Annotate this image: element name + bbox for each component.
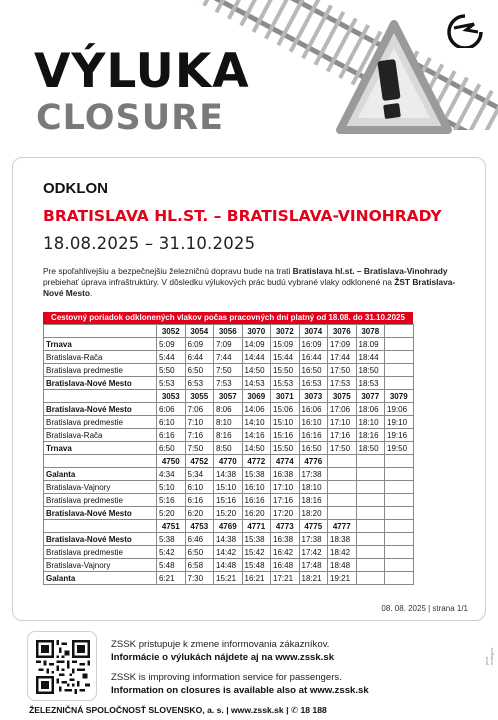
time-cell	[385, 468, 414, 481]
time-cell: 8:50	[214, 442, 243, 455]
zssk-logo-icon	[444, 12, 486, 48]
table-row	[44, 416, 414, 429]
train-number-cell: 3052	[157, 325, 186, 338]
time-cell: 17:48	[299, 559, 328, 572]
time-cell	[385, 364, 414, 377]
header	[0, 0, 498, 160]
time-cell: 16:06	[299, 403, 328, 416]
time-cell: 5:42	[157, 546, 186, 559]
time-cell: 17:21	[271, 572, 300, 585]
time-cell: 16:38	[271, 533, 300, 546]
station-cell: Galanta	[44, 572, 157, 585]
time-cell: 14:09	[242, 338, 271, 351]
time-cell: 7:09	[214, 338, 243, 351]
train-number-cell: 3077	[356, 390, 385, 403]
train-number-row	[44, 390, 414, 403]
notice-type-label: ODKLON	[43, 180, 108, 197]
time-cell	[356, 572, 385, 585]
time-cell: 18:53	[356, 377, 385, 390]
station-cell: Bratislava-Rača	[44, 429, 157, 442]
time-cell: 17:38	[299, 468, 328, 481]
time-cell: 14:38	[214, 468, 243, 481]
time-cell: 19:16	[385, 429, 414, 442]
time-cell	[385, 559, 414, 572]
train-number-cell: 4774	[271, 455, 300, 468]
time-cell	[385, 533, 414, 546]
table-row	[44, 351, 414, 364]
table-row	[44, 468, 414, 481]
time-cell	[385, 377, 414, 390]
info-english-line-2-wrap	[111, 685, 369, 697]
time-cell	[356, 481, 385, 494]
train-number-cell: 4773	[271, 520, 300, 533]
table-row	[44, 559, 414, 572]
time-cell: 15:38	[242, 533, 271, 546]
table-row	[44, 546, 414, 559]
time-cell	[385, 481, 414, 494]
train-number-cell: 3055	[185, 390, 214, 403]
time-cell: 16:10	[299, 416, 328, 429]
time-cell: 6:46	[185, 533, 214, 546]
time-cell: 18.09	[356, 338, 385, 351]
train-number-cell	[385, 520, 414, 533]
station-cell: Trnava	[44, 442, 157, 455]
table-row	[44, 481, 414, 494]
train-number-cell: 3056	[214, 325, 243, 338]
time-cell	[356, 533, 385, 546]
validity-dates: 18.08.2025 – 31.10.2025	[43, 234, 256, 253]
time-cell	[385, 546, 414, 559]
time-cell: 15:42	[242, 546, 271, 559]
time-cell: 16:16	[299, 429, 328, 442]
station-cell: Galanta	[44, 468, 157, 481]
timetable-title: Cestovný poriadok odklonených vlakov počas pracovných dní platný od 18.08. do 31.10.2025	[43, 312, 413, 324]
table-row	[44, 572, 414, 585]
train-number-cell: 4750	[157, 455, 186, 468]
time-cell: 15:10	[214, 481, 243, 494]
time-cell: 6:10	[185, 481, 214, 494]
time-cell: 15:21	[214, 572, 243, 585]
time-cell: 5:44	[157, 351, 186, 364]
company-line: ŽELEZNIČNÁ SPOLOČNOSŤ SLOVENSKO, a. s. | www.zssk.sk | ✆ 18 188	[29, 705, 327, 715]
time-cell: 18:16	[356, 429, 385, 442]
time-cell: 14:48	[214, 559, 243, 572]
intro-text-3: .	[90, 288, 93, 298]
intro-route: Bratislava hl.st. – Bratislava-Vinohrady	[292, 266, 448, 276]
train-number-row	[44, 325, 414, 338]
info-english-line-2[interactable]: Information on closures is available also at www.zssk.sk	[111, 685, 369, 696]
train-number-cell: 3053	[157, 390, 186, 403]
time-cell: 15:09	[271, 338, 300, 351]
time-cell	[385, 507, 414, 520]
time-cell: 16:50	[299, 442, 328, 455]
train-number-cell: 4770	[214, 455, 243, 468]
print-note: print: ondrejpzz	[484, 647, 494, 665]
time-cell: 5:16	[157, 494, 186, 507]
time-cell	[356, 559, 385, 572]
time-cell: 7:44	[214, 351, 243, 364]
time-cell	[385, 351, 414, 364]
station-cell	[44, 455, 157, 468]
time-cell	[328, 468, 357, 481]
time-cell: 17:16	[271, 494, 300, 507]
time-cell: 8:06	[214, 403, 243, 416]
intro-station: ŽST Bratislava-Nové Mesto	[43, 277, 456, 298]
time-cell: 5:34	[185, 468, 214, 481]
time-cell: 16:53	[299, 377, 328, 390]
station-cell: Bratislava-Nové Mesto	[44, 377, 157, 390]
train-number-cell: 3074	[299, 325, 328, 338]
station-cell: Trnava	[44, 338, 157, 351]
title-english: CLOSURE	[36, 98, 224, 138]
time-cell: 6:50	[185, 364, 214, 377]
train-number-cell: 3069	[242, 390, 271, 403]
info-slovak-line-1: ZSSK pristupuje k zmene informovania zákazníkov.	[111, 639, 330, 650]
station-cell: Bratislava predmestie	[44, 416, 157, 429]
time-cell: 15:20	[214, 507, 243, 520]
time-cell: 14:42	[214, 546, 243, 559]
time-cell: 6:06	[157, 403, 186, 416]
table-row	[44, 507, 414, 520]
train-number-cell: 3071	[271, 390, 300, 403]
time-cell: 6:50	[185, 546, 214, 559]
train-number-cell: 4776	[299, 455, 328, 468]
train-number-cell: 4752	[185, 455, 214, 468]
time-cell: 17:38	[299, 533, 328, 546]
time-cell: 18:48	[328, 559, 357, 572]
time-cell: 8:16	[214, 429, 243, 442]
time-cell: 6:16	[157, 429, 186, 442]
time-cell: 18:38	[328, 533, 357, 546]
time-cell	[385, 494, 414, 507]
time-cell: 18:50	[356, 442, 385, 455]
train-number-row	[44, 455, 414, 468]
time-cell: 17:53	[328, 377, 357, 390]
time-cell: 19:21	[328, 572, 357, 585]
time-cell: 17:06	[328, 403, 357, 416]
train-number-cell: 3075	[328, 390, 357, 403]
issue-date: 08. 08. 2025 | strana 1/1	[381, 604, 468, 613]
station-cell: Bratislava-Vajnory	[44, 559, 157, 572]
station-cell: Bratislava predmestie	[44, 494, 157, 507]
time-cell	[356, 468, 385, 481]
station-cell	[44, 520, 157, 533]
time-cell: 7:50	[214, 364, 243, 377]
warning-triangle-exclamation-icon	[336, 20, 452, 144]
time-cell: 18:20	[299, 507, 328, 520]
time-cell: 15:44	[271, 351, 300, 364]
time-cell: 19:10	[385, 416, 414, 429]
time-cell: 5:10	[157, 481, 186, 494]
train-number-cell	[356, 520, 385, 533]
station-cell	[44, 390, 157, 403]
time-cell: 5:38	[157, 533, 186, 546]
train-number-cell: 3076	[328, 325, 357, 338]
station-cell: Bratislava-Nové Mesto	[44, 507, 157, 520]
train-number-cell: 3079	[385, 390, 414, 403]
time-cell: 15:53	[271, 377, 300, 390]
station-cell	[44, 325, 157, 338]
time-cell: 15:48	[242, 559, 271, 572]
time-cell: 18:16	[299, 494, 328, 507]
time-cell: 6:50	[157, 442, 186, 455]
time-cell: 16:42	[271, 546, 300, 559]
table-row	[44, 403, 414, 416]
train-number-cell: 4772	[242, 455, 271, 468]
time-cell: 17:09	[328, 338, 357, 351]
time-cell: 19:50	[385, 442, 414, 455]
time-cell: 16:20	[242, 507, 271, 520]
time-cell: 14:50	[242, 364, 271, 377]
train-number-cell	[385, 325, 414, 338]
table-row	[44, 442, 414, 455]
station-cell: Bratislava-Rača	[44, 351, 157, 364]
time-cell: 6:21	[157, 572, 186, 585]
time-cell: 6:44	[185, 351, 214, 364]
route-title: BRATISLAVA HL.ST. – BRATISLAVA-VINOHRADY	[43, 207, 442, 225]
time-cell: 6:20	[185, 507, 214, 520]
train-number-cell: 4771	[242, 520, 271, 533]
train-number-row	[44, 520, 414, 533]
train-number-cell: 4769	[214, 520, 243, 533]
time-cell: 16:16	[242, 494, 271, 507]
time-cell: 18:10	[356, 416, 385, 429]
time-cell: 7:30	[185, 572, 214, 585]
table-row	[44, 429, 414, 442]
time-cell: 16:50	[299, 364, 328, 377]
time-cell: 14:10	[242, 416, 271, 429]
station-cell: Bratislava-Vajnory	[44, 481, 157, 494]
table-row	[44, 533, 414, 546]
station-cell: Bratislava-Nové Mesto	[44, 533, 157, 546]
time-cell: 17:10	[271, 481, 300, 494]
time-cell: 14:53	[242, 377, 271, 390]
time-cell: 16:38	[271, 468, 300, 481]
train-number-cell: 4775	[299, 520, 328, 533]
train-number-cell: 3070	[242, 325, 271, 338]
time-cell: 5:09	[157, 338, 186, 351]
time-cell: 15:16	[214, 494, 243, 507]
time-cell: 5:20	[157, 507, 186, 520]
time-cell: 17:44	[328, 351, 357, 364]
time-cell: 7:10	[185, 416, 214, 429]
train-number-cell: 4751	[157, 520, 186, 533]
time-cell	[356, 546, 385, 559]
time-cell: 7:50	[185, 442, 214, 455]
time-cell	[328, 507, 357, 520]
table-row	[44, 338, 414, 351]
train-number-cell: 4753	[185, 520, 214, 533]
time-cell: 18:50	[356, 364, 385, 377]
time-cell: 14:50	[242, 442, 271, 455]
qr-code-icon[interactable]	[27, 631, 97, 701]
time-cell: 18:10	[299, 481, 328, 494]
time-cell: 7:16	[185, 429, 214, 442]
timetable	[43, 324, 414, 585]
qr-code-graphic	[36, 640, 90, 694]
intro-text-2: prebiehať úprava infraštruktúry. V dôsledku výlukových prác budú vybrané vlaky odklonené na	[43, 277, 395, 287]
time-cell	[385, 572, 414, 585]
time-cell: 16:48	[271, 559, 300, 572]
time-cell: 17:50	[328, 442, 357, 455]
time-cell: 6:16	[185, 494, 214, 507]
info-english-line-1: ZSSK is improving information service for passengers.	[111, 672, 342, 683]
time-cell: 8:10	[214, 416, 243, 429]
time-cell: 5:53	[157, 377, 186, 390]
time-cell: 18:21	[299, 572, 328, 585]
train-number-cell: 3057	[214, 390, 243, 403]
table-row	[44, 364, 414, 377]
time-cell: 15:10	[271, 416, 300, 429]
intro-paragraph	[43, 266, 463, 299]
time-cell: 17:50	[328, 364, 357, 377]
train-number-cell	[356, 455, 385, 468]
time-cell: 6:53	[185, 377, 214, 390]
time-cell: 17:20	[271, 507, 300, 520]
time-cell: 14:16	[242, 429, 271, 442]
time-cell	[356, 494, 385, 507]
time-cell: 6:10	[157, 416, 186, 429]
train-number-cell	[385, 455, 414, 468]
time-cell: 17:16	[328, 429, 357, 442]
train-number-cell: 3078	[356, 325, 385, 338]
time-cell: 14:06	[242, 403, 271, 416]
station-cell: Bratislava predmestie	[44, 364, 157, 377]
time-cell: 16:21	[242, 572, 271, 585]
time-cell: 15:38	[242, 468, 271, 481]
time-cell: 15:16	[271, 429, 300, 442]
time-cell: 6:58	[185, 559, 214, 572]
train-number-cell: 3054	[185, 325, 214, 338]
table-row	[44, 494, 414, 507]
time-cell: 7:53	[214, 377, 243, 390]
time-cell: 16:44	[299, 351, 328, 364]
time-cell: 19:06	[385, 403, 414, 416]
intro-text-1: Pre spoľahlivejšiu a bezpečnejšiu železničnú dopravu bude na trati	[43, 266, 293, 276]
time-cell: 15:06	[271, 403, 300, 416]
time-cell: 18:06	[356, 403, 385, 416]
train-number-cell: 4777	[328, 520, 357, 533]
station-cell: Bratislava predmestie	[44, 546, 157, 559]
time-cell: 16:09	[299, 338, 328, 351]
time-cell: 4:34	[157, 468, 186, 481]
train-number-cell: 3072	[271, 325, 300, 338]
time-cell: 18:42	[328, 546, 357, 559]
title-slovak: VÝLUKA	[34, 44, 250, 99]
time-cell	[328, 494, 357, 507]
time-cell	[328, 481, 357, 494]
time-cell: 5:48	[157, 559, 186, 572]
time-cell: 14:44	[242, 351, 271, 364]
train-number-cell: 3073	[299, 390, 328, 403]
time-cell: 15:50	[271, 442, 300, 455]
time-cell: 17:10	[328, 416, 357, 429]
time-cell: 18:44	[356, 351, 385, 364]
info-slovak-line-2-wrap	[111, 652, 334, 664]
table-row	[44, 377, 414, 390]
time-cell	[385, 338, 414, 351]
train-number-cell	[328, 455, 357, 468]
time-cell: 5:50	[157, 364, 186, 377]
time-cell: 6:09	[185, 338, 214, 351]
station-cell: Bratislava-Nové Mesto	[44, 403, 157, 416]
time-cell: 15:50	[271, 364, 300, 377]
info-slovak-line-2[interactable]: Informácie o výlukách nájdete aj na www.zssk.sk	[111, 652, 335, 663]
time-cell: 17:42	[299, 546, 328, 559]
time-cell	[356, 507, 385, 520]
time-cell: 16:10	[242, 481, 271, 494]
time-cell: 14:38	[214, 533, 243, 546]
time-cell: 7:06	[185, 403, 214, 416]
